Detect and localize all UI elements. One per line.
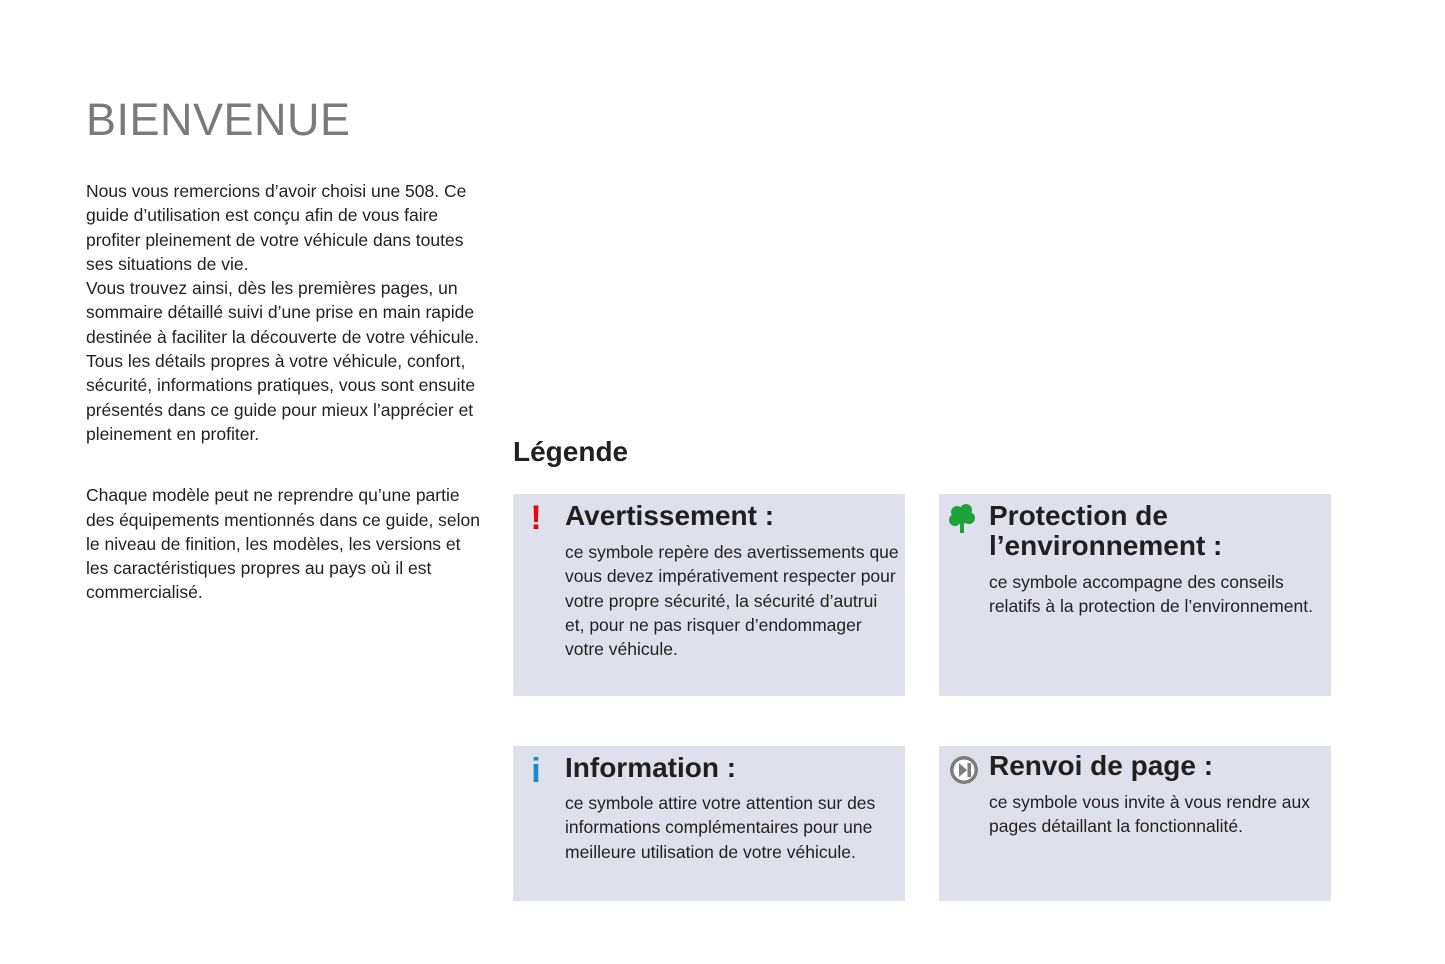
legend-title-environment: Protection de l’environnement : (989, 500, 1223, 561)
intro-paragraph-4: Chaque modèle peut ne reprendre qu’une partie des équipements mentionnés dans ce guide, selon le niveau de finition, les modèles, les versions et les caractéristiques propres au pays où il est commercialisé. (86, 485, 481, 603)
legend-text-page-reference: ce symbole vous invite à vous rendre aux pages détaillant la fonctionnalité. (989, 792, 1310, 837)
legend-text-information: ce symbole attire votre attention sur des informations complémentaires pour une meilleure utilisation de votre véhicule. (565, 793, 876, 862)
legend-heading: Légende (513, 436, 629, 467)
page-forward-icon (949, 755, 979, 785)
legend-box-environment (939, 494, 1331, 696)
legend-title-warning: Avertissement : (565, 500, 775, 531)
intro-paragraph-2: Vous trouvez ainsi, dès les premières pages, un sommaire détaillé suivi d’une prise en main rapide destinée à faciliter la découverte de votre véhicule. (86, 278, 480, 347)
tree-icon (948, 503, 976, 533)
legend-title-information: Information : (565, 752, 737, 783)
legend-box-information (513, 746, 905, 901)
legend-box-warning (513, 494, 905, 696)
legend-text-environment: ce symbole accompagne des conseils relatifs à la protection de l’environnement. (989, 572, 1313, 617)
intro-paragraph-1: Nous vous remercions d’avoir choisi une 508. Ce guide d’utilisation est conçu afin de vous faire profiter pleinement de votre véhicule dans toutes ses situations de vie. (86, 181, 467, 274)
legend-box-page-reference (939, 746, 1331, 901)
legend-text-warning: ce symbole repère des avertissements que vous devez impérativement respecter pour votre propre sécurité, la sécurité d’autrui et, pour ne pas risquer d’endommager votre véhicule. (565, 542, 899, 660)
exclamation-icon: ! (530, 499, 542, 537)
legend-title-page-reference: Renvoi de page : (989, 750, 1214, 781)
info-icon: i (531, 752, 541, 790)
intro-text (86, 179, 486, 605)
page-title: BIENVENUE (86, 94, 351, 145)
intro-paragraph-3: Tous les détails propres à votre véhicule, confort, sécurité, informations pratiques, vous sont ensuite présentés dans ce guide pour mieux l’apprécier et pleinement en profiter. (86, 351, 476, 444)
